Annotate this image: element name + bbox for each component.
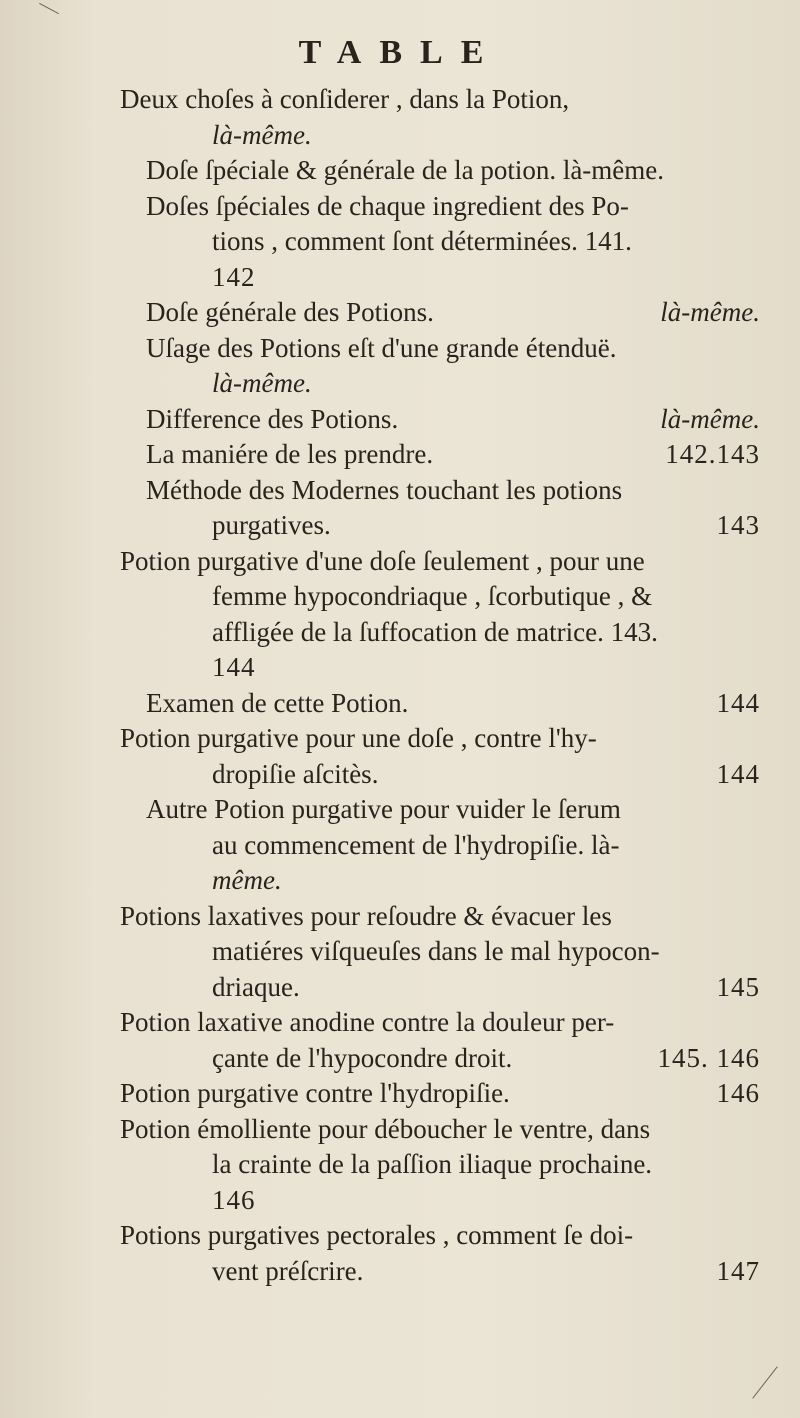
page-reference: 145 — [716, 971, 760, 1002]
index-entry — [120, 437, 760, 473]
page-reference: 144 — [716, 758, 760, 789]
entry-line: 142 — [212, 261, 256, 292]
entry-line: Potions laxatives pour reſoudre & évacuer les — [120, 900, 612, 931]
entry-line: Potion purgative d'une doſe ſeulement , pour une — [120, 545, 645, 576]
entry-line: Deux choſes à conſiderer , dans la Potion, — [120, 84, 570, 114]
page-reference: là-même. — [660, 297, 760, 327]
index-entry — [120, 899, 760, 1006]
entry-line: matiéres viſqueuſes dans le mal hypocon- — [212, 936, 660, 966]
entry-line: Uſage des Potions eſt d'une grande étenduë. — [146, 332, 617, 363]
entry-line: 146 — [212, 1184, 256, 1215]
entry-line: Potions purgatives pectorales , comment ſe doi- — [120, 1220, 634, 1250]
entry-line: là-même. — [212, 368, 312, 398]
page-reference: 145. 146 — [657, 1042, 760, 1073]
entry-line: même. — [212, 865, 282, 895]
entry-line: Autre Potion purgative pour vuider le ſerum — [146, 794, 621, 824]
entry-line: femme hypocondriaque , ſcorbutique , & — [212, 581, 653, 611]
entry-line: Potion laxative anodine contre la douleur per- — [120, 1007, 615, 1037]
index-entry — [120, 1005, 760, 1076]
page-reference: 144 — [716, 687, 760, 718]
entry-line: Potion purgative pour une doſe , contre l'hy- — [120, 723, 597, 753]
entry-line: La maniére de les prendre. — [146, 439, 434, 469]
index-entry — [120, 686, 760, 722]
index-entry — [120, 402, 760, 438]
index-entry — [120, 721, 760, 792]
page-title: TABLE — [298, 34, 502, 71]
index-entry — [120, 1218, 760, 1289]
page-reference: 146 — [716, 1078, 760, 1108]
entry-line: Doſes ſpéciales de chaque ingredient des Po- — [146, 190, 629, 221]
index-entry — [120, 1112, 760, 1219]
entry-line: Examen de cette Potion. — [146, 687, 409, 718]
entry-line: la crainte de la paſſion iliaque prochaine. — [212, 1149, 653, 1179]
entry-line: vent préſcrire. — [212, 1255, 364, 1286]
page-reference: 143 — [716, 510, 760, 540]
entry-line: purgatives. — [212, 510, 331, 540]
page-reference: 142.143 — [665, 439, 760, 469]
entry-line: dropiſie aſcitès. — [212, 758, 379, 789]
index-entry — [120, 1076, 760, 1112]
entry-line: là-même. — [212, 119, 312, 150]
index-entry — [120, 331, 760, 402]
index-entry — [120, 82, 760, 153]
index-entry — [120, 473, 760, 544]
page-reference: là-même. — [660, 403, 760, 434]
paper-scratch — [39, 3, 59, 14]
paper-scratch — [752, 1366, 777, 1398]
entry-line: au commencement de l'hydropiſie. là- — [212, 829, 620, 860]
entry-line: tions , comment ſont déterminées. 141. — [212, 226, 632, 256]
entry-line: Potion émolliente pour déboucher le ventre, dans — [120, 1113, 651, 1144]
entry-line: driaque. — [212, 971, 300, 1002]
entry-line: 144 — [212, 652, 256, 682]
entry-line: Méthode des Modernes touchant les potions — [146, 474, 623, 505]
index-entries — [120, 82, 760, 1289]
entry-line: Doſe générale des Potions. — [146, 297, 434, 327]
entry-line: Doſe ſpéciale & générale de la potion. là-même. — [146, 155, 665, 185]
page-reference: 147 — [716, 1255, 760, 1286]
entry-line: Potion purgative contre l'hydropiſie. — [120, 1078, 510, 1108]
index-entry — [120, 544, 760, 686]
index-entry — [120, 792, 760, 899]
index-entry — [120, 295, 760, 331]
index-entry — [120, 153, 760, 189]
entry-line: Difference des Potions. — [146, 403, 399, 434]
entry-line: affligée de la ſuffocation de matrice. 143. — [212, 616, 658, 647]
index-entry — [120, 189, 760, 296]
entry-line: çante de l'hypocondre droit. — [212, 1042, 513, 1073]
